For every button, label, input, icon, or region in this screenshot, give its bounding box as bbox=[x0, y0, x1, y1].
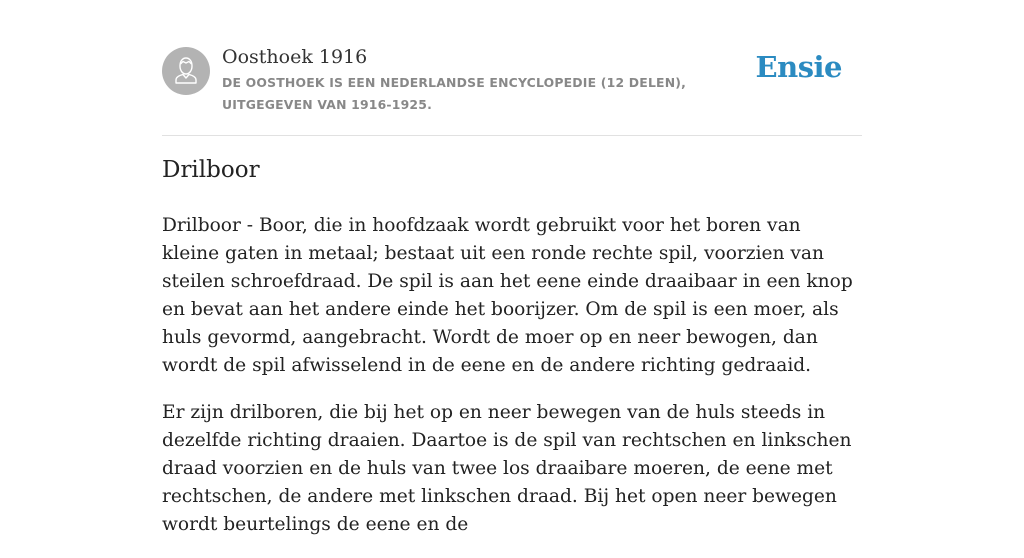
brand-logo[interactable]: Ensie bbox=[755, 50, 842, 84]
article-paragraph: Er zijn drilboren, die bij het op en neer bewegen van de huls steeds in dezelfde richting draaien. Daartoe is de spil van rechtschen en linkschen draad voorzien en de huls van twee los draaibare moeren, de eene met rechtschen, de andere met linkschen draad. Bij het open neer bewegen wordt beurtelings de eene en de bbox=[162, 402, 852, 535]
article-body bbox=[162, 212, 862, 558]
user-icon bbox=[162, 47, 210, 95]
article-title: Drilboor bbox=[162, 157, 260, 183]
avatar[interactable] bbox=[162, 47, 210, 95]
page-container bbox=[162, 0, 862, 535]
article-paragraph: Drilboor - Boor, die in hoofdzaak wordt gebruikt voor het boren van kleine gaten in metaal; bestaat uit een ronde rechte spil, voorzien van steilen schroefdraad. De spil is aan het eene einde draaibaar in een knop en bevat aan het andere einde het boorijzer. Om de spil is een moer, als huls gevormd, aangebracht. Wordt de moer op en neer bewogen, dan wordt de spil afwisselend in de eene en de andere richting gedraaid. bbox=[162, 215, 853, 376]
source-name-link[interactable]: Oosthoek 1916 bbox=[222, 46, 368, 68]
source-description: DE OOSTHOEK IS EEN NEDERLANDSE ENCYCLOPEDIE (12 DELEN), UITGEGEVEN VAN 1916-1925. bbox=[222, 75, 687, 112]
source-header bbox=[162, 0, 862, 136]
